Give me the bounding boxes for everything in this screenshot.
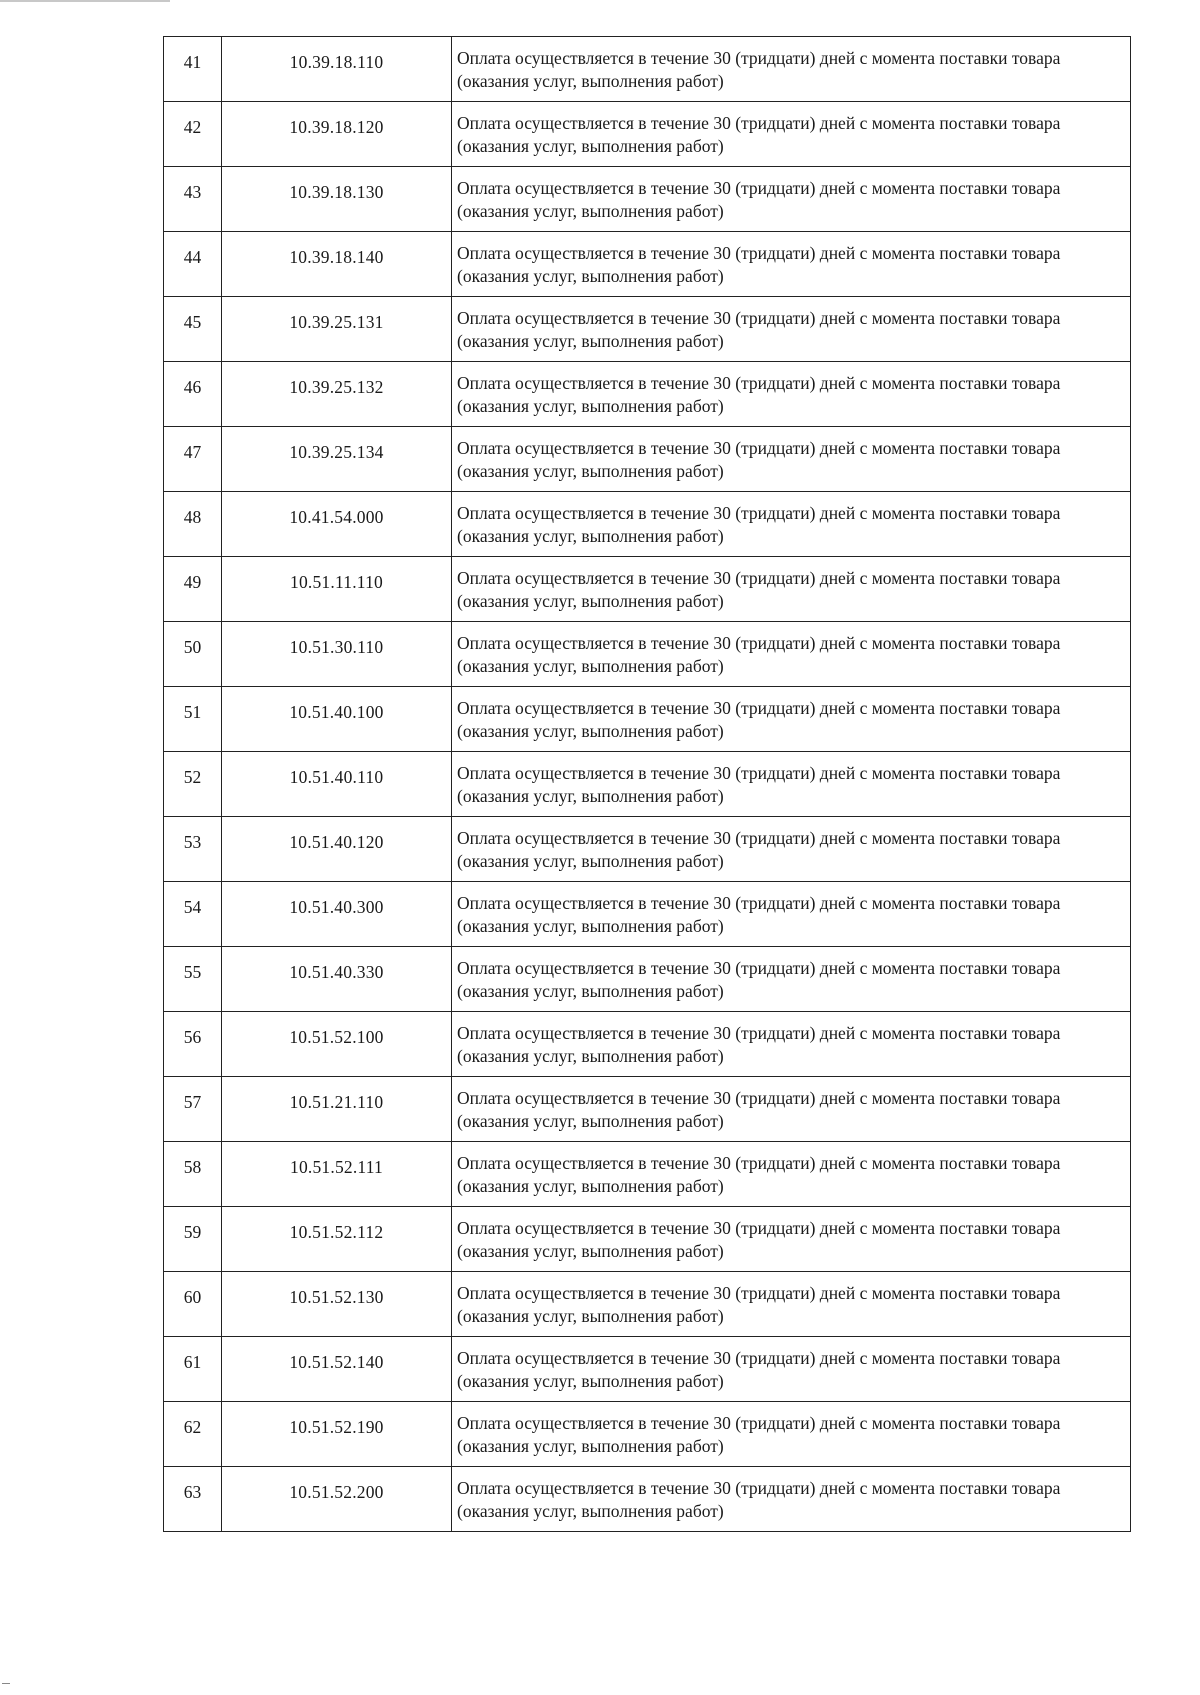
row-number-cell: 54 [164, 882, 222, 947]
row-number-cell: 53 [164, 817, 222, 882]
row-number-cell: 59 [164, 1207, 222, 1272]
payment-terms-cell: Оплата осуществляется в течение 30 (тридцати) дней с момента поставки товара (оказания услуг, выполнения работ) [452, 167, 1131, 232]
okpd-code-cell: 10.39.25.131 [222, 297, 452, 362]
table-row [164, 1012, 1131, 1077]
table-row [164, 557, 1131, 622]
table-row [164, 1272, 1131, 1337]
table-row [164, 1467, 1131, 1532]
okpd-code-cell: 10.51.52.130 [222, 1272, 452, 1337]
okpd-code-cell: 10.51.40.110 [222, 752, 452, 817]
row-number-cell: 51 [164, 687, 222, 752]
table-row [164, 167, 1131, 232]
payment-terms-cell: Оплата осуществляется в течение 30 (тридцати) дней с момента поставки товара (оказания услуг, выполнения работ) [452, 37, 1131, 102]
table-row [164, 297, 1131, 362]
table-row [164, 1337, 1131, 1402]
table-row [164, 947, 1131, 1012]
row-number-cell: 45 [164, 297, 222, 362]
table-row [164, 817, 1131, 882]
okpd-code-cell: 10.51.52.112 [222, 1207, 452, 1272]
scan-edge-mark [0, 0, 170, 2]
okpd-code-cell: 10.41.54.000 [222, 492, 452, 557]
row-number-cell: 57 [164, 1077, 222, 1142]
okpd-code-cell: 10.51.40.100 [222, 687, 452, 752]
okpd-code-cell: 10.39.25.134 [222, 427, 452, 492]
payment-terms-cell: Оплата осуществляется в течение 30 (тридцати) дней с момента поставки товара (оказания услуг, выполнения работ) [452, 297, 1131, 362]
okpd-code-cell: 10.39.18.140 [222, 232, 452, 297]
row-number-cell: 55 [164, 947, 222, 1012]
okpd-code-cell: 10.51.30.110 [222, 622, 452, 687]
table-row [164, 102, 1131, 167]
table-row [164, 492, 1131, 557]
payment-terms-cell: Оплата осуществляется в течение 30 (тридцати) дней с момента поставки товара (оказания услуг, выполнения работ) [452, 1142, 1131, 1207]
row-number-cell: 44 [164, 232, 222, 297]
row-number-cell: 62 [164, 1402, 222, 1467]
payment-terms-cell: Оплата осуществляется в течение 30 (тридцати) дней с момента поставки товара (оказания услуг, выполнения работ) [452, 1467, 1131, 1532]
table-row [164, 1142, 1131, 1207]
payment-terms-cell: Оплата осуществляется в течение 30 (тридцати) дней с момента поставки товара (оказания услуг, выполнения работ) [452, 1272, 1131, 1337]
okpd-code-cell: 10.51.52.200 [222, 1467, 452, 1532]
okpd-code-cell: 10.51.11.110 [222, 557, 452, 622]
okpd-code-cell: 10.51.52.190 [222, 1402, 452, 1467]
row-number-cell: 56 [164, 1012, 222, 1077]
scan-edge-mark [2, 1683, 10, 1684]
table-row [164, 687, 1131, 752]
payment-terms-cell: Оплата осуществляется в течение 30 (тридцати) дней с момента поставки товара (оказания услуг, выполнения работ) [452, 1337, 1131, 1402]
okpd-code-cell: 10.39.25.132 [222, 362, 452, 427]
row-number-cell: 63 [164, 1467, 222, 1532]
row-number-cell: 48 [164, 492, 222, 557]
row-number-cell: 41 [164, 37, 222, 102]
table-body [164, 37, 1131, 1532]
row-number-cell: 42 [164, 102, 222, 167]
payment-terms-cell: Оплата осуществляется в течение 30 (тридцати) дней с момента поставки товара (оказания услуг, выполнения работ) [452, 362, 1131, 427]
row-number-cell: 61 [164, 1337, 222, 1402]
okpd-code-cell: 10.51.52.111 [222, 1142, 452, 1207]
row-number-cell: 47 [164, 427, 222, 492]
table-row [164, 1207, 1131, 1272]
payment-terms-cell: Оплата осуществляется в течение 30 (тридцати) дней с момента поставки товара (оказания услуг, выполнения работ) [452, 1402, 1131, 1467]
payment-terms-table [163, 36, 1131, 1532]
table-row [164, 427, 1131, 492]
table-row [164, 622, 1131, 687]
row-number-cell: 52 [164, 752, 222, 817]
table-row [164, 882, 1131, 947]
payment-terms-cell: Оплата осуществляется в течение 30 (тридцати) дней с момента поставки товара (оказания услуг, выполнения работ) [452, 947, 1131, 1012]
payment-terms-cell: Оплата осуществляется в течение 30 (тридцати) дней с момента поставки товара (оказания услуг, выполнения работ) [452, 752, 1131, 817]
okpd-code-cell: 10.39.18.110 [222, 37, 452, 102]
okpd-code-cell: 10.51.40.300 [222, 882, 452, 947]
payment-terms-cell: Оплата осуществляется в течение 30 (тридцати) дней с момента поставки товара (оказания услуг, выполнения работ) [452, 1012, 1131, 1077]
payment-terms-cell: Оплата осуществляется в течение 30 (тридцати) дней с момента поставки товара (оказания услуг, выполнения работ) [452, 687, 1131, 752]
row-number-cell: 58 [164, 1142, 222, 1207]
table-row [164, 362, 1131, 427]
row-number-cell: 46 [164, 362, 222, 427]
payment-terms-cell: Оплата осуществляется в течение 30 (тридцати) дней с момента поставки товара (оказания услуг, выполнения работ) [452, 817, 1131, 882]
payment-terms-cell: Оплата осуществляется в течение 30 (тридцати) дней с момента поставки товара (оказания услуг, выполнения работ) [452, 1207, 1131, 1272]
okpd-code-cell: 10.51.52.100 [222, 1012, 452, 1077]
okpd-code-cell: 10.39.18.130 [222, 167, 452, 232]
okpd-code-cell: 10.51.40.330 [222, 947, 452, 1012]
table-row [164, 752, 1131, 817]
row-number-cell: 50 [164, 622, 222, 687]
okpd-code-cell: 10.39.18.120 [222, 102, 452, 167]
okpd-code-cell: 10.51.40.120 [222, 817, 452, 882]
row-number-cell: 60 [164, 1272, 222, 1337]
table-row [164, 37, 1131, 102]
payment-terms-cell: Оплата осуществляется в течение 30 (тридцати) дней с момента поставки товара (оказания услуг, выполнения работ) [452, 557, 1131, 622]
payment-terms-cell: Оплата осуществляется в течение 30 (тридцати) дней с момента поставки товара (оказания услуг, выполнения работ) [452, 492, 1131, 557]
payment-terms-cell: Оплата осуществляется в течение 30 (тридцати) дней с момента поставки товара (оказания услуг, выполнения работ) [452, 1077, 1131, 1142]
payment-terms-cell: Оплата осуществляется в течение 30 (тридцати) дней с момента поставки товара (оказания услуг, выполнения работ) [452, 882, 1131, 947]
payment-terms-cell: Оплата осуществляется в течение 30 (тридцати) дней с момента поставки товара (оказания услуг, выполнения работ) [452, 622, 1131, 687]
table-row [164, 232, 1131, 297]
row-number-cell: 43 [164, 167, 222, 232]
table-row [164, 1402, 1131, 1467]
okpd-code-cell: 10.51.52.140 [222, 1337, 452, 1402]
table-row [164, 1077, 1131, 1142]
payment-terms-cell: Оплата осуществляется в течение 30 (тридцати) дней с момента поставки товара (оказания услуг, выполнения работ) [452, 427, 1131, 492]
payment-terms-cell: Оплата осуществляется в течение 30 (тридцати) дней с момента поставки товара (оказания услуг, выполнения работ) [452, 232, 1131, 297]
okpd-code-cell: 10.51.21.110 [222, 1077, 452, 1142]
payment-terms-cell: Оплата осуществляется в течение 30 (тридцати) дней с момента поставки товара (оказания услуг, выполнения работ) [452, 102, 1131, 167]
row-number-cell: 49 [164, 557, 222, 622]
